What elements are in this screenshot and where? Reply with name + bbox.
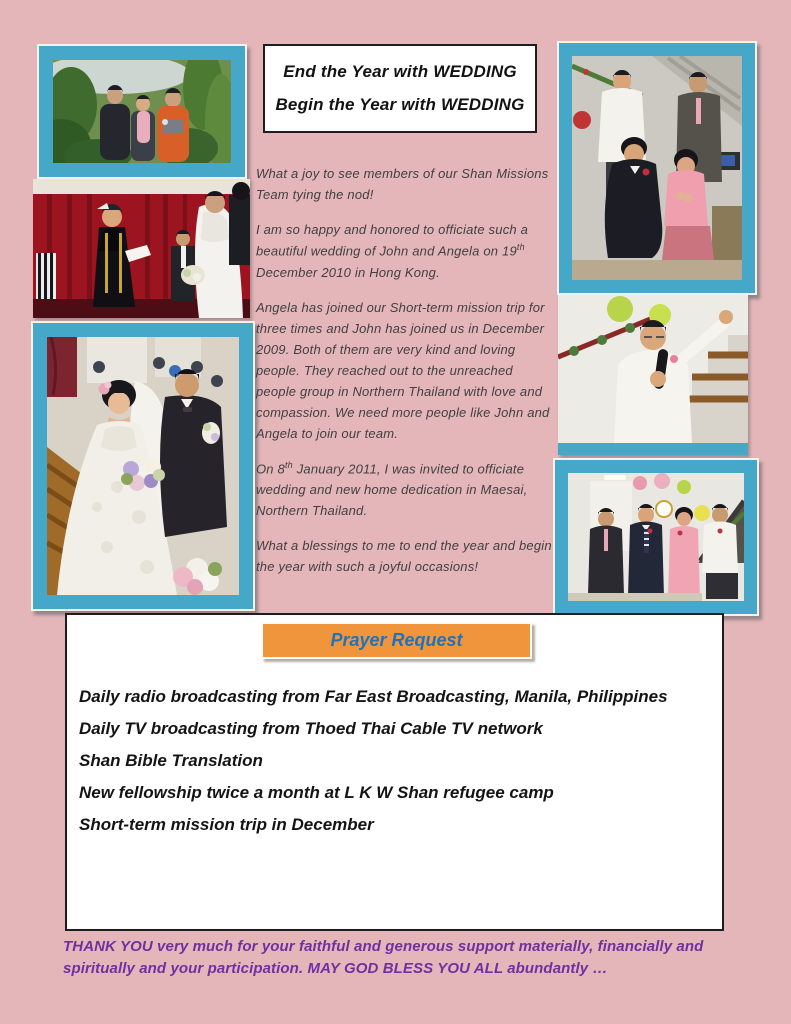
article-paragraph: On 8th January 2011, I was invited to officiate wedding and new home dedication in Maesai, Northern Thailand.	[256, 459, 528, 519]
title-line-1: End the Year with WEDDING	[283, 62, 517, 81]
pastor-speaking-photo-illustration	[558, 295, 748, 443]
title-line-2: Begin the Year with WEDDING	[275, 95, 525, 114]
photo-group-four	[553, 458, 759, 616]
prayer-item: Daily radio broadcasting from Far East Broadcasting, Manila, Philippines	[79, 687, 668, 706]
photo-mission-team	[37, 44, 247, 179]
article-paragraph: What a joy to see members of our Shan Missions Team tying the nod!	[256, 166, 549, 203]
article	[256, 163, 552, 591]
thank-you-note: THANK YOU very much for your faithful and generous support materially, financially and spiritually and your participation. MAY GOD BLESS YOU ALL abundantly …	[63, 938, 704, 977]
prayer-item: Short-term mission trip in December	[79, 815, 374, 834]
striped-banner	[36, 253, 56, 299]
article-paragraph: I am so happy and honored to officiate such a beautiful wedding of John and Angela on 19th December 2010 in Hong Kong.	[256, 222, 529, 280]
group-photo-illustration	[568, 473, 744, 601]
prayer-request-heading: Prayer Request	[330, 630, 463, 650]
photo-home-blessing	[557, 41, 757, 295]
ceremony-photo-illustration	[33, 179, 250, 318]
title-box	[263, 44, 537, 133]
prayer-request-box	[65, 613, 724, 931]
prayer-item: Daily TV broadcasting from Thoed Thai Cable TV network	[79, 719, 543, 738]
prayer-list	[79, 681, 714, 841]
home-blessing-photo-illustration	[572, 56, 742, 280]
article-paragraph: What a blessings to me to end the year and begin the year with such a joyful occasions!	[256, 538, 552, 575]
prayer-item: New fellowship twice a month at L K W Shan refugee camp	[79, 783, 554, 802]
photo-bride-groom-aisle	[31, 321, 255, 611]
bride-groom-photo-illustration	[47, 337, 239, 595]
prayer-item: Shan Bible Translation	[79, 751, 263, 770]
mission-team-photo-illustration	[53, 60, 231, 163]
photo-ceremony-officiant	[33, 179, 250, 318]
prayer-request-banner	[261, 622, 532, 659]
photo-pastor-speaking	[558, 295, 748, 455]
article-paragraph: Angela has joined our Short-term mission trip for three times and John has joined us in December 2009. Both of them are very kind and loving people. They reached out to the unreached people group in Northern Thailand with love and compassion. We need more people like John and Angela to join our team.	[256, 299, 550, 441]
